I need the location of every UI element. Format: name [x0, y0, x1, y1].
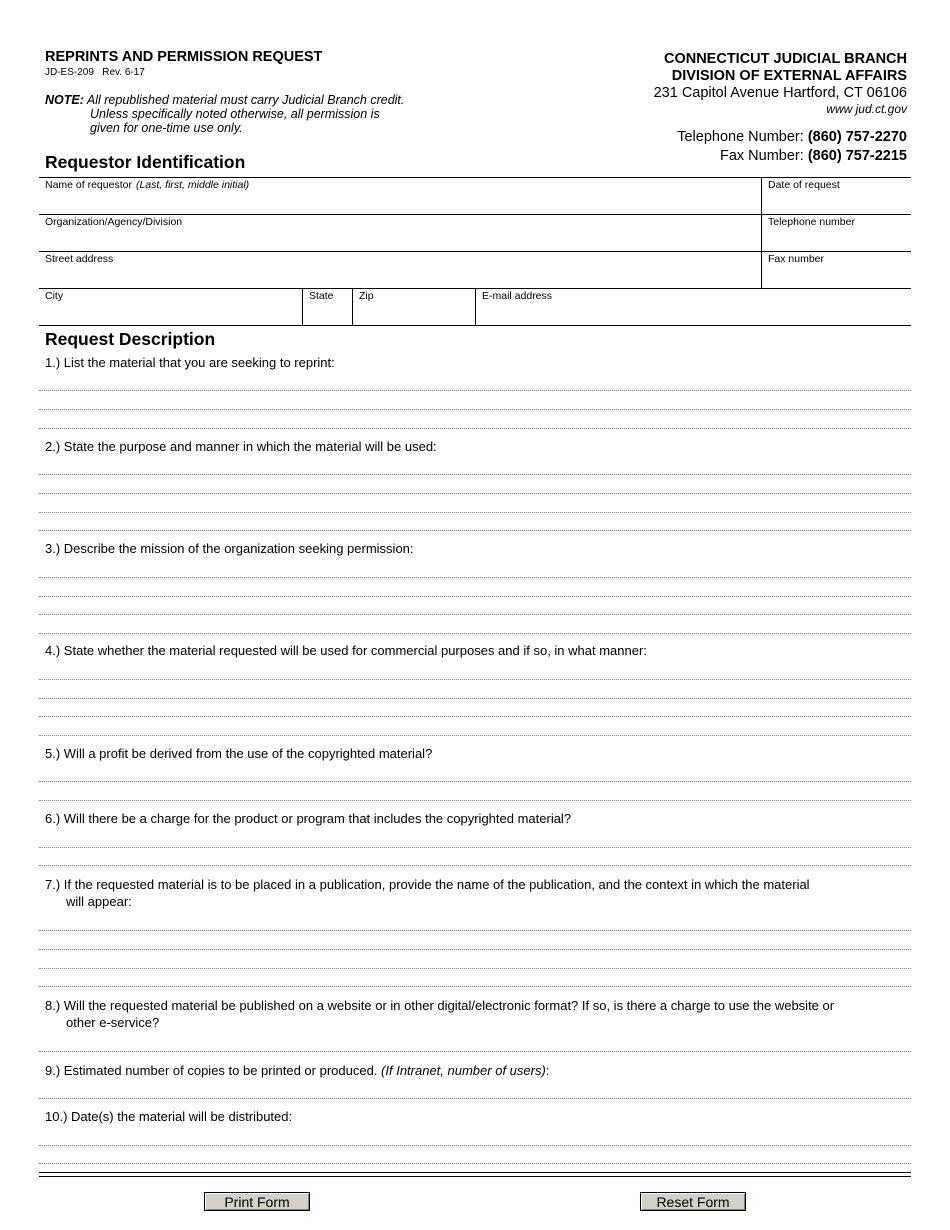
- request-section-title: Request Description: [45, 329, 216, 349]
- note-line-1: All republished material must carry Judicial Branch credit.: [86, 93, 405, 107]
- answer-line-7a[interactable]: [39, 930, 911, 931]
- answer-line-3a[interactable]: [39, 577, 911, 578]
- telephone-field[interactable]: [761, 215, 911, 251]
- question-8-line-2: other e-service?: [66, 1015, 160, 1030]
- answer-line-3c[interactable]: [39, 614, 911, 615]
- street-address-label: Street address: [45, 253, 114, 265]
- answer-line-6a[interactable]: [39, 847, 911, 848]
- question-9-hint: (If Intranet, number of users): [381, 1063, 546, 1078]
- requestor-row-city: [39, 288, 911, 326]
- org-address: 231 Capitol Avenue Hartford, CT 06106: [653, 85, 907, 101]
- answer-line-10a[interactable]: [39, 1145, 911, 1146]
- phone-number: (860) 757-2270: [807, 129, 907, 145]
- organization-block: [654, 51, 907, 166]
- question-3: 3.) Describe the mission of the organization seeking permission:: [45, 541, 414, 556]
- fax-field[interactable]: [761, 252, 911, 288]
- answer-line-5a[interactable]: [39, 781, 911, 782]
- state-label: State: [309, 290, 334, 302]
- fax-label: Fax Number:: [719, 148, 804, 164]
- requestor-grid: [39, 177, 911, 326]
- answer-line-7b[interactable]: [39, 949, 911, 950]
- answer-line-2d[interactable]: [39, 530, 911, 531]
- answer-line-8a[interactable]: [39, 1051, 911, 1052]
- answer-line-10b[interactable]: [39, 1163, 911, 1164]
- question-7-line-2: will appear:: [66, 894, 132, 909]
- org-name-2: DIVISION OF EXTERNAL AFFAIRS: [671, 68, 907, 84]
- form-code: JD-ES-209 Rev. 6-17: [45, 67, 145, 78]
- answer-line-4b[interactable]: [39, 698, 911, 699]
- question-9-suffix: :: [545, 1063, 550, 1078]
- city-field[interactable]: [39, 289, 302, 325]
- question-8-line-1: 8.) Will the requested material be published on a website or in other digital/electronic format? If so, is there a charge to use the website or: [45, 998, 835, 1013]
- requestor-row-name: [39, 177, 911, 214]
- question-2: 2.) State the purpose and manner in which the material will be used:: [45, 439, 437, 454]
- answer-line-1c[interactable]: [39, 428, 911, 429]
- form-title: REPRINTS AND PERMISSION REQUEST: [45, 49, 323, 65]
- footer-divider: [39, 1172, 911, 1177]
- answer-line-3d[interactable]: [39, 633, 911, 634]
- print-form-button[interactable]: Print Form: [204, 1192, 310, 1211]
- email-label: E-mail address: [482, 290, 553, 302]
- requestor-section-title: Requestor Identification: [45, 152, 246, 172]
- question-10: 10.) Date(s) the material will be distributed:: [45, 1109, 293, 1124]
- question-7-line-1: 7.) If the requested material is to be placed in a publication, provide the name of the publication, and the context in which the material: [45, 877, 810, 892]
- state-field[interactable]: [302, 289, 352, 325]
- question-9: [45, 1062, 905, 1079]
- answer-line-1a[interactable]: [39, 390, 911, 391]
- question-5: 5.) Will a profit be derived from the use of the copyrighted material?: [45, 746, 433, 761]
- date-of-request-label: Date of request: [768, 179, 840, 191]
- answer-line-7d[interactable]: [39, 986, 911, 987]
- email-field[interactable]: [475, 289, 911, 325]
- answer-line-6b[interactable]: [39, 865, 911, 866]
- org-phone: [654, 128, 907, 147]
- fax-number: (860) 757-2215: [807, 148, 907, 164]
- note: [45, 93, 404, 135]
- requestor-name-label: Name of requestor: [45, 179, 132, 191]
- answer-line-2c[interactable]: [39, 512, 911, 513]
- zip-label: Zip: [359, 290, 374, 302]
- org-name-1: CONNECTICUT JUDICIAL BRANCH: [663, 51, 907, 67]
- question-9-text: 9.) Estimated number of copies to be printed or produced.: [45, 1063, 378, 1078]
- street-address-field[interactable]: [39, 252, 761, 288]
- phone-label: Telephone Number:: [677, 129, 804, 145]
- zip-field[interactable]: [352, 289, 475, 325]
- question-7: [45, 876, 905, 910]
- answer-line-3b[interactable]: [39, 596, 911, 597]
- question-8: [45, 997, 905, 1031]
- requestor-name-hint: (Last, first, middle initial): [135, 179, 250, 191]
- organization-field[interactable]: [39, 215, 761, 251]
- note-line-2: Unless specifically noted otherwise, all permission is: [90, 107, 380, 121]
- answer-line-2b[interactable]: [39, 493, 911, 494]
- telephone-label: Telephone number: [768, 216, 855, 228]
- org-fax: [654, 147, 907, 166]
- answer-line-5b[interactable]: [39, 800, 911, 801]
- question-1: 1.) List the material that you are seeking to reprint:: [45, 355, 335, 370]
- answer-line-7c[interactable]: [39, 968, 911, 969]
- requestor-row-org: [39, 214, 911, 251]
- requestor-row-street: [39, 251, 911, 288]
- note-line-3: given for one-time use only.: [90, 121, 243, 135]
- org-website: www jud.ct.gov: [826, 102, 907, 116]
- question-4: 4.) State whether the material requested will be used for commercial purposes and if so, in what manner:: [45, 643, 647, 658]
- answer-line-2a[interactable]: [39, 474, 911, 475]
- organization-label: Organization/Agency/Division: [45, 216, 183, 228]
- answer-line-4c[interactable]: [39, 716, 911, 717]
- question-6: 6.) Will there be a charge for the product or program that includes the copyrighted material?: [45, 811, 572, 826]
- fax-field-label: Fax number: [768, 253, 825, 265]
- city-label: City: [45, 290, 64, 302]
- date-of-request-field[interactable]: [761, 178, 911, 214]
- answer-line-4d[interactable]: [39, 735, 911, 736]
- answer-line-9a[interactable]: [39, 1098, 911, 1099]
- requestor-name-field[interactable]: [39, 178, 761, 214]
- answer-line-1b[interactable]: [39, 409, 911, 410]
- reset-form-button[interactable]: Reset Form: [640, 1192, 746, 1211]
- note-label: NOTE:: [45, 93, 84, 107]
- answer-line-4a[interactable]: [39, 679, 911, 680]
